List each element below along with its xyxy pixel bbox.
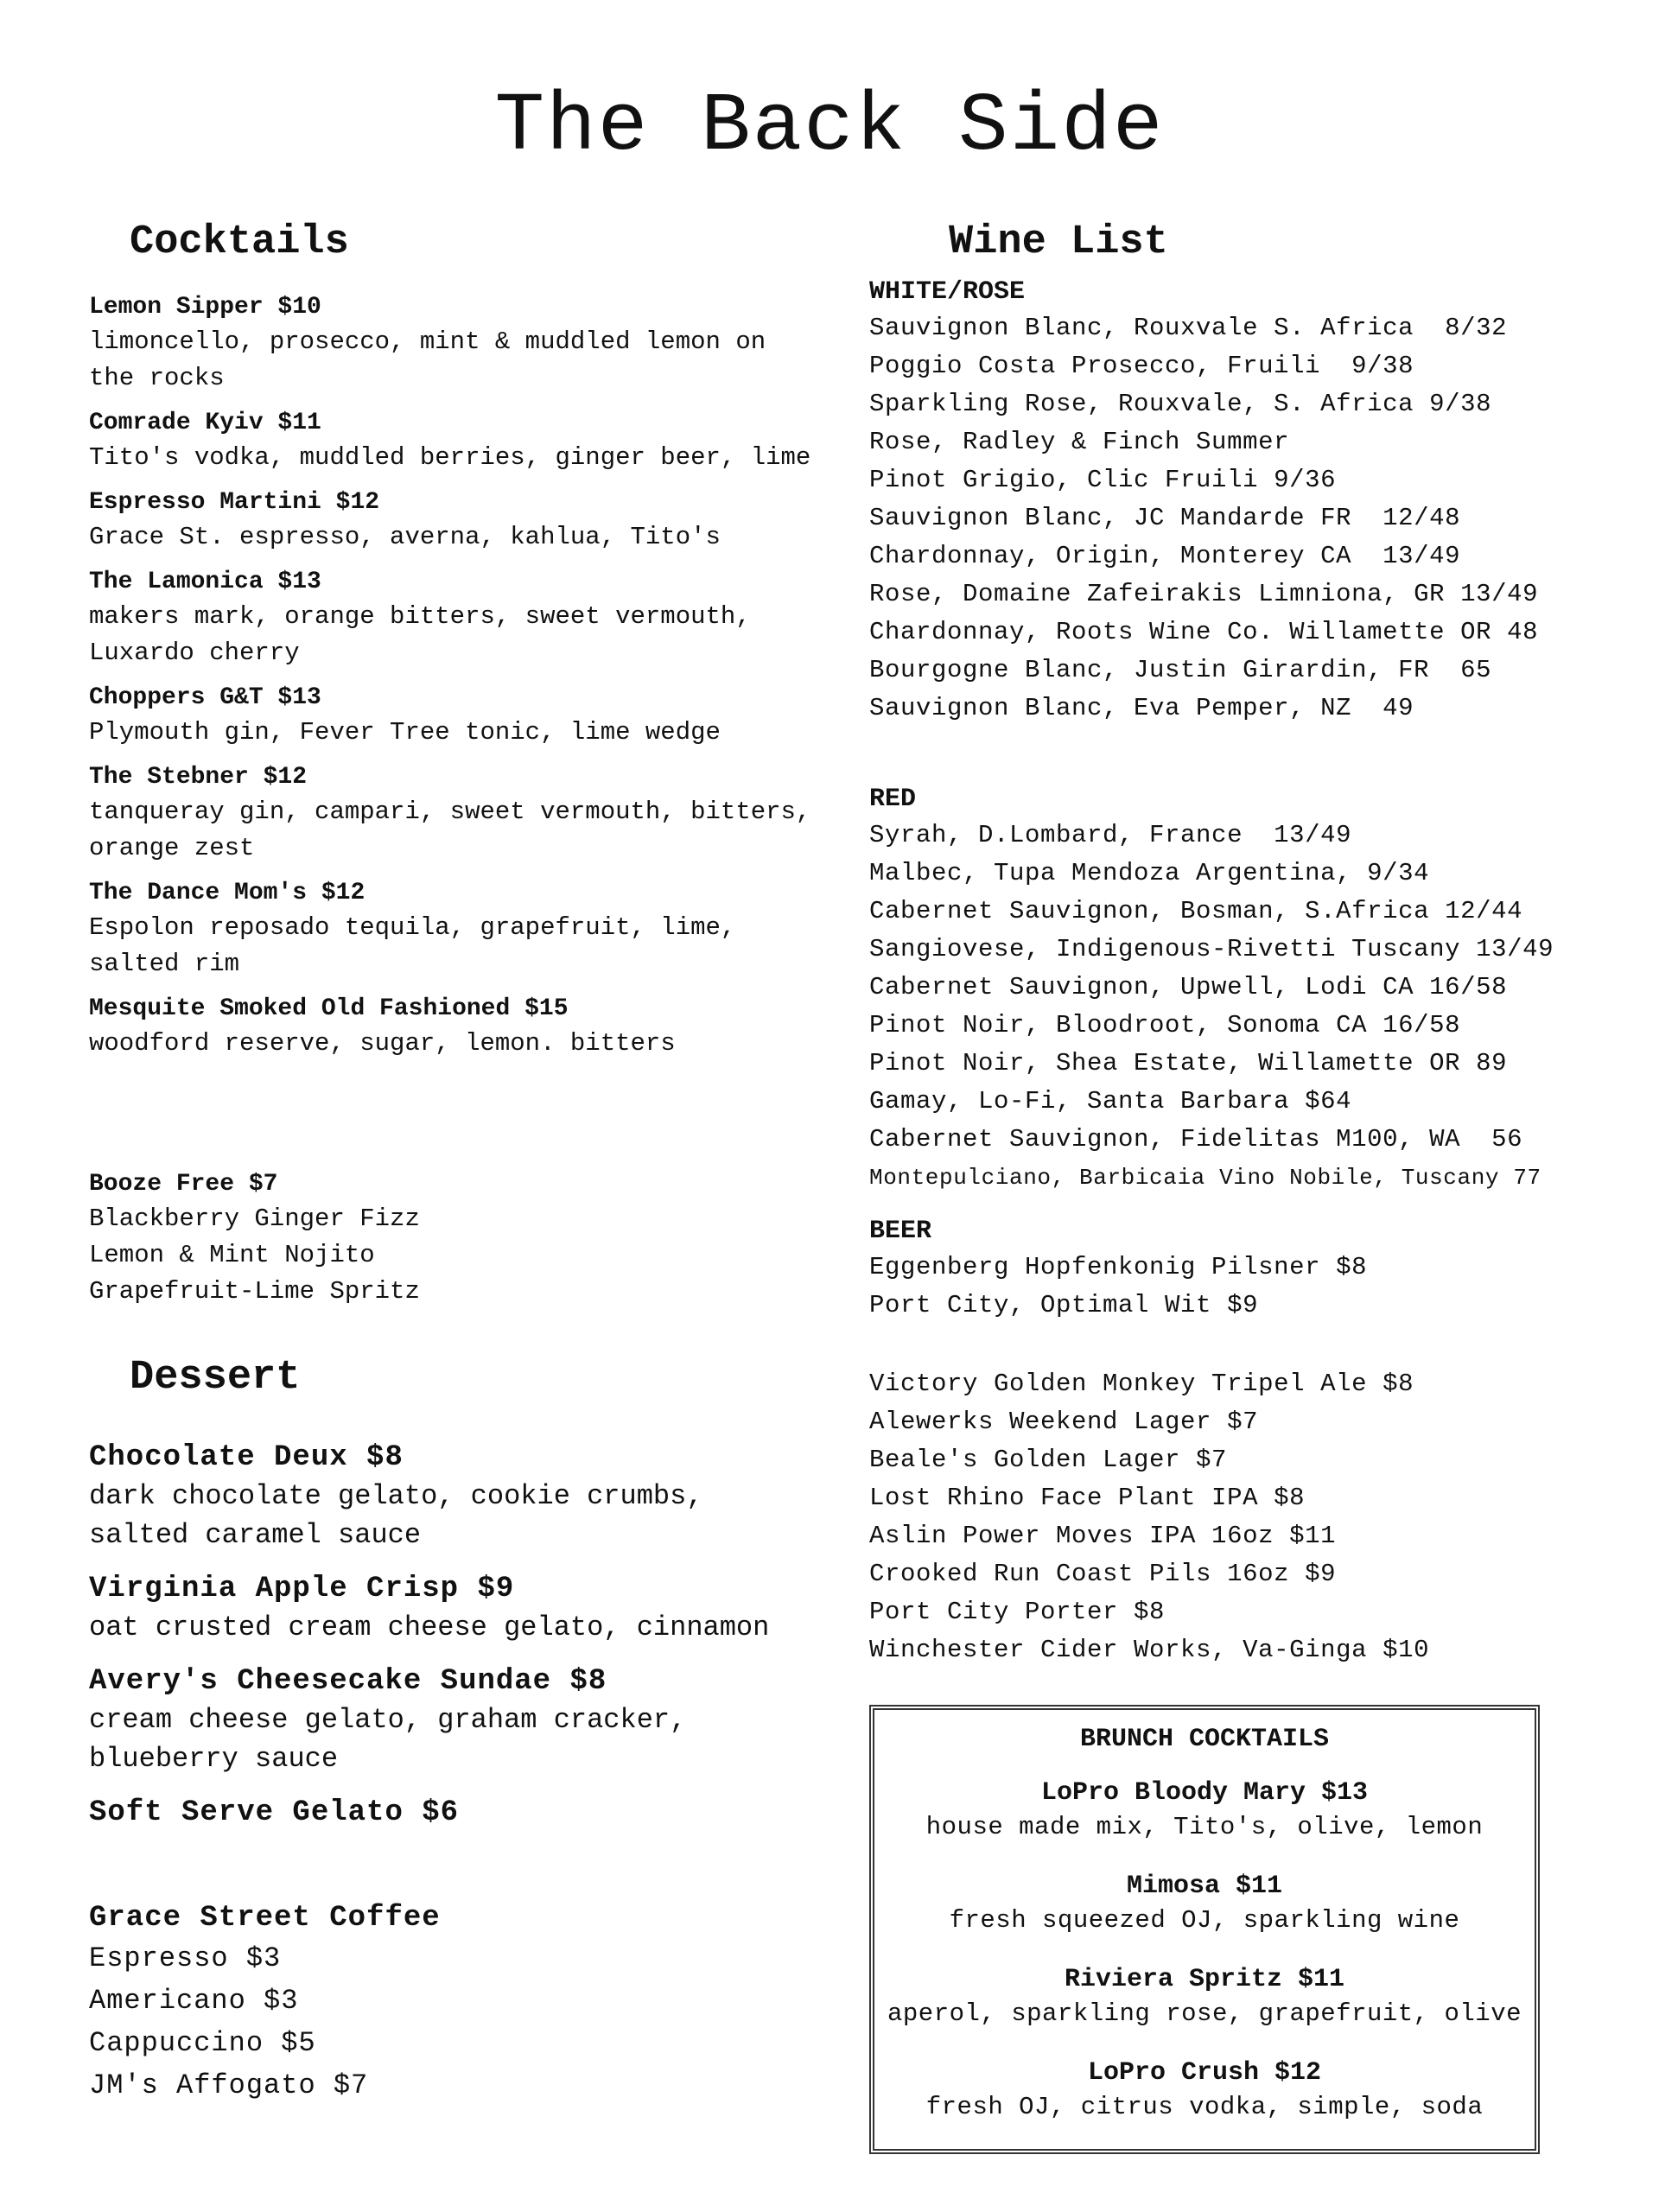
wine-item: Poggio Costa Prosecco, Fruili 9/38 (869, 352, 1414, 380)
beer-item: Alewerks Weekend Lager $7 (869, 1408, 1259, 1436)
white-rose-label: WHITE/ROSE (869, 277, 1026, 307)
wine-item: Bourgogne Blanc, Justin Girardin, FR 65 (869, 656, 1492, 684)
cocktail-item (89, 761, 815, 867)
coffee-item: Espresso $3 (89, 1942, 282, 1974)
beer-item: Beale's Golden Lager $7 (869, 1446, 1228, 1474)
cocktail-item (89, 877, 815, 982)
white-rose-section (869, 275, 1612, 728)
cocktail-name: The Stebner $12 (89, 764, 308, 791)
beer-item: Eggenberg Hopfenkonig Pilsner $8 (869, 1253, 1368, 1281)
booze-free-section (89, 1168, 815, 1310)
booze-free-title: Booze Free $7 (89, 1171, 278, 1198)
wine-item: Cabernet Sauvignon, Fidelitas M100, WA 56 (869, 1125, 1523, 1154)
booze-free-item: Grapefruit-Lime Spritz (89, 1277, 420, 1306)
wine-item: Sangiovese, Indigenous-Rivetti Tuscany 13/49 (869, 935, 1554, 963)
dessert-item (89, 1439, 815, 1554)
cocktail-desc: limoncello, prosecco, mint & muddled lemon on the rocks (89, 327, 766, 392)
dessert-name: Soft Serve Gelato $6 (89, 1796, 460, 1829)
brunch-item (874, 2056, 1535, 2125)
dessert-list (89, 1439, 815, 1847)
coffee-title: Grace Street Coffee (89, 1902, 441, 1935)
booze-free-item: Lemon & Mint Nojito (89, 1241, 375, 1269)
brunch-name: Mimosa $11 (1126, 1872, 1283, 1901)
wine-item: Sauvignon Blanc, Rouxvale S. Africa 8/32 (869, 314, 1508, 342)
dessert-desc: cream cheese gelato, graham cracker, blueberry sauce (89, 1704, 687, 1775)
brunch-title: BRUNCH COCKTAILS (1079, 1725, 1330, 1754)
wine-item: Malbec, Tupa Mendoza Argentina, 9/34 (869, 859, 1430, 887)
dessert-desc: oat crusted cream cheese gelato, cinnamon (89, 1611, 770, 1643)
brunch-item (874, 1869, 1535, 1938)
brunch-item (874, 1776, 1535, 1845)
brunch-name: LoPro Bloody Mary $13 (1040, 1778, 1369, 1808)
dessert-name: Virginia Apple Crisp $9 (89, 1573, 515, 1605)
coffee-item: JM's Affogato $7 (89, 2069, 369, 2101)
wine-item: Cabernet Sauvignon, Bosman, S.Africa 12/44 (869, 897, 1523, 925)
wine-item: Montepulciano, Barbicaia Vino Nobile, Tuscany 77 (869, 1165, 1541, 1191)
cocktail-desc: Espolon reposado tequila, grapefruit, lime, salted rim (89, 913, 736, 978)
wine-item: Chardonnay, Origin, Monterey CA 13/49 (869, 542, 1461, 570)
wine-item: Cabernet Sauvignon, Upwell, Lodi CA 16/58 (869, 973, 1508, 1001)
cocktails-heading: Cocktails (130, 219, 349, 265)
coffee-section (89, 1899, 815, 2107)
beer-item: Lost Rhino Face Plant IPA $8 (869, 1484, 1306, 1512)
cocktail-desc: tanqueray gin, campari, sweet vermouth, bitters, orange zest (89, 798, 811, 862)
wine-item: Gamay, Lo-Fi, Santa Barbara $64 (869, 1087, 1352, 1116)
brunch-name: Riviera Spritz $11 (1064, 1965, 1345, 1994)
dessert-name: Avery's Cheesecake Sundae $8 (89, 1665, 607, 1698)
brunch-item (874, 1962, 1535, 2031)
cocktail-desc: Plymouth gin, Fever Tree tonic, lime wedge (89, 718, 721, 747)
dessert-item (89, 1794, 815, 1832)
wine-item: Sauvignon Blanc, JC Mandarde FR 12/48 (869, 504, 1461, 532)
brunch-desc: fresh OJ, citrus vodka, simple, soda (925, 2093, 1484, 2121)
beer-list-continued (869, 1365, 1612, 1669)
cocktail-item (89, 407, 815, 476)
cocktail-desc: woodford reserve, sugar, lemon. bitters (89, 1029, 676, 1058)
wine-item: Pinot Noir, Shea Estate, Willamette OR 89 (869, 1049, 1508, 1077)
cocktail-desc: Grace St. espresso, averna, kahlua, Tito's (89, 523, 721, 551)
brunch-desc: fresh squeezed OJ, sparkling wine (949, 1906, 1460, 1935)
cocktail-item (89, 486, 815, 556)
beer-section (869, 1214, 1612, 1325)
page-title: The Back Side (494, 79, 1165, 174)
beer-item: Crooked Run Coast Pils 16oz $9 (869, 1560, 1337, 1588)
cocktail-name: The Lamonica $13 (89, 569, 321, 595)
brunch-desc: house made mix, Tito's, olive, lemon (925, 1813, 1484, 1841)
beer-label: BEER (869, 1217, 932, 1246)
beer-item: Port City Porter $8 (869, 1598, 1166, 1626)
cocktail-name: Choppers G&T $13 (89, 684, 321, 711)
beer-item: Port City, Optimal Wit $9 (869, 1291, 1259, 1319)
cocktail-item (89, 993, 815, 1062)
cocktail-desc: makers mark, orange bitters, sweet vermouth, Luxardo cherry (89, 602, 751, 667)
beer-item: Winchester Cider Works, Va-Ginga $10 (869, 1636, 1430, 1664)
beer-item: Victory Golden Monkey Tripel Ale $8 (869, 1370, 1414, 1398)
red-label: RED (869, 785, 917, 814)
cocktail-name: The Dance Mom's $12 (89, 880, 365, 906)
cocktail-name: Lemon Sipper $10 (89, 294, 321, 321)
cocktail-name: Espresso Martini $12 (89, 489, 380, 516)
beer-item: Aslin Power Moves IPA 16oz $11 (869, 1522, 1337, 1550)
dessert-item (89, 1662, 815, 1778)
cocktail-item (89, 291, 815, 397)
brunch-name: LoPro Crush $12 (1087, 2058, 1322, 2088)
cocktail-name: Comrade Kyiv $11 (89, 410, 321, 436)
cocktail-item (89, 566, 815, 671)
brunch-cocktails-box (869, 1705, 1540, 2154)
dessert-heading: Dessert (130, 1355, 301, 1401)
wine-item: Syrah, D.Lombard, France 13/49 (869, 821, 1352, 849)
wine-item: Rose, Radley & Finch Summer (869, 428, 1290, 456)
cocktail-item (89, 682, 815, 751)
coffee-item: Americano $3 (89, 1985, 299, 2017)
dessert-item (89, 1570, 815, 1647)
cocktail-desc: Tito's vodka, muddled berries, ginger beer, lime (89, 443, 811, 472)
cocktail-list (89, 291, 815, 1072)
red-section (869, 782, 1612, 1197)
wine-item: Rose, Domaine Zafeirakis Limniona, GR 13/49 (869, 580, 1539, 608)
wine-item: Chardonnay, Roots Wine Co. Willamette OR 48 (869, 618, 1539, 646)
cocktail-name: Mesquite Smoked Old Fashioned $15 (89, 995, 569, 1022)
wine-item: Sauvignon Blanc, Eva Pemper, NZ 49 (869, 694, 1414, 722)
wine-item: Pinot Grigio, Clic Fruili 9/36 (869, 466, 1337, 494)
wine-item: Pinot Noir, Bloodroot, Sonoma CA 16/58 (869, 1011, 1461, 1039)
dessert-name: Chocolate Deux $8 (89, 1441, 404, 1474)
dessert-desc: dark chocolate gelato, cookie crumbs, salted caramel sauce (89, 1480, 703, 1551)
coffee-item: Cappuccino $5 (89, 2027, 316, 2059)
wine-item: Sparkling Rose, Rouxvale, S. Africa 9/38 (869, 390, 1492, 418)
wine-list-heading: Wine List (949, 219, 1168, 265)
booze-free-item: Blackberry Ginger Fizz (89, 1205, 420, 1233)
brunch-desc: aperol, sparkling rose, grapefruit, olive (887, 1999, 1522, 2028)
